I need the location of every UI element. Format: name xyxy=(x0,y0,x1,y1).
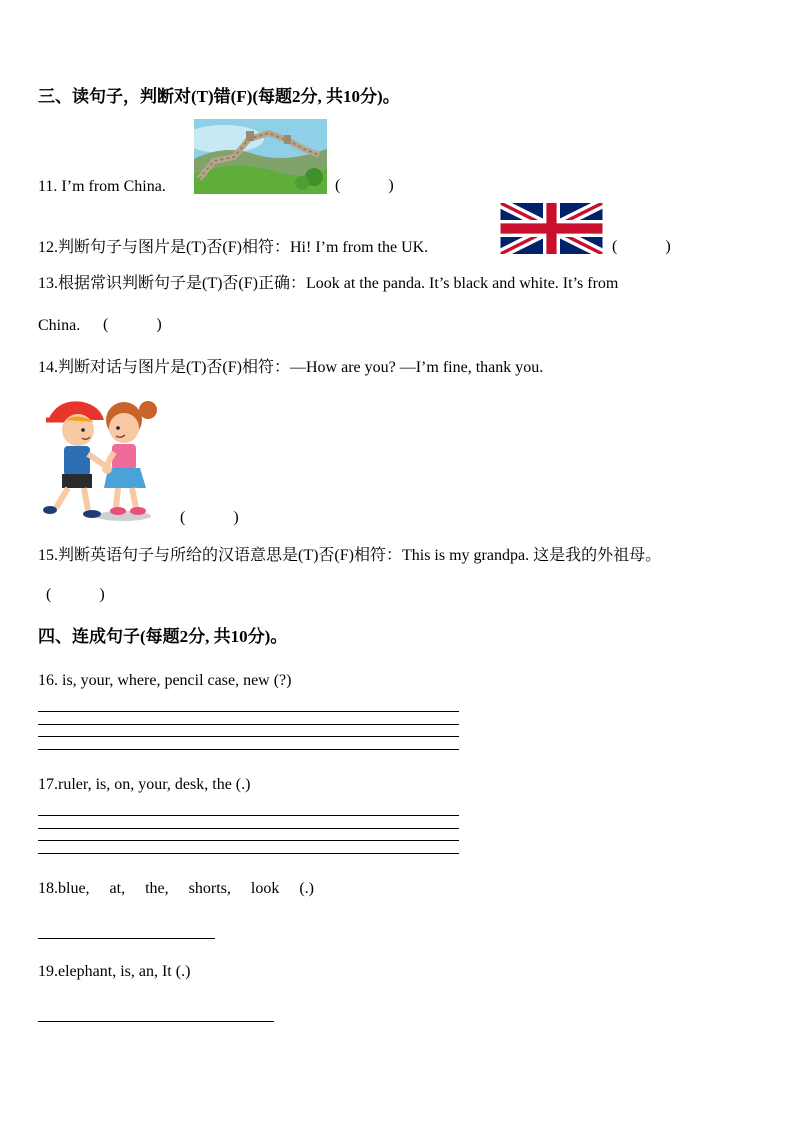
question-11-answer-paren: ( ) xyxy=(335,177,394,194)
question-15-answer-paren: ( ) xyxy=(46,586,105,603)
section-3-heading: 三、读句子，判断对(T)错(F)(每题2分, 共10分)。 xyxy=(38,87,400,106)
question-16-answer-line-2[interactable] xyxy=(38,724,459,725)
question-13-answer-paren: ( ) xyxy=(103,316,162,333)
question-14-text: 14.判断对话与图片是(T)否(F)相符：—How are you? —I’m fine, thank you. xyxy=(38,359,544,376)
question-13-text-line2: China. xyxy=(38,317,81,334)
question-18-answer-line[interactable] xyxy=(38,938,215,939)
question-17-text: 17.ruler, is, on, your, desk, the (.) xyxy=(38,776,251,793)
question-15-text: 15.判断英语句子与所给的汉语意思是(T)否(F)相符：This is my grandpa. 这是我的外祖母。 xyxy=(38,547,662,564)
question-16-answer-line-1[interactable] xyxy=(38,711,459,712)
question-17-answer-line-1[interactable] xyxy=(38,815,459,816)
great-wall-image xyxy=(194,119,327,194)
children-shaking-hands-image xyxy=(38,390,173,525)
uk-flag-image xyxy=(500,203,603,254)
question-16-text: 16. is, your, where, pencil case, new (?) xyxy=(38,672,292,689)
question-13-text-line1: 13.根据常识判断句子是(T)否(F)正确：Look at the panda. It’s black and white. It’s from xyxy=(38,275,619,292)
question-17-answer-line-4[interactable] xyxy=(38,853,459,854)
question-17-answer-line-3[interactable] xyxy=(38,840,459,841)
question-16-answer-line-4[interactable] xyxy=(38,749,459,750)
question-19-text: 19.elephant, is, an, It (.) xyxy=(38,963,191,980)
question-12-text: 12.判断句子与图片是(T)否(F)相符：Hi! I’m from the UK. xyxy=(38,239,429,256)
question-12-answer-paren: ( ) xyxy=(612,238,671,255)
section-4-heading: 四、连成句子(每题2分, 共10分)。 xyxy=(38,627,288,646)
question-14-answer-paren: ( ) xyxy=(180,509,239,526)
question-16-answer-line-3[interactable] xyxy=(38,736,459,737)
question-17-answer-line-2[interactable] xyxy=(38,828,459,829)
question-11-text: 11. I’m from China. xyxy=(38,178,166,195)
question-19-answer-line[interactable] xyxy=(38,1021,274,1022)
question-18-text: 18.blue, at, the, shorts, look (.) xyxy=(38,880,314,897)
